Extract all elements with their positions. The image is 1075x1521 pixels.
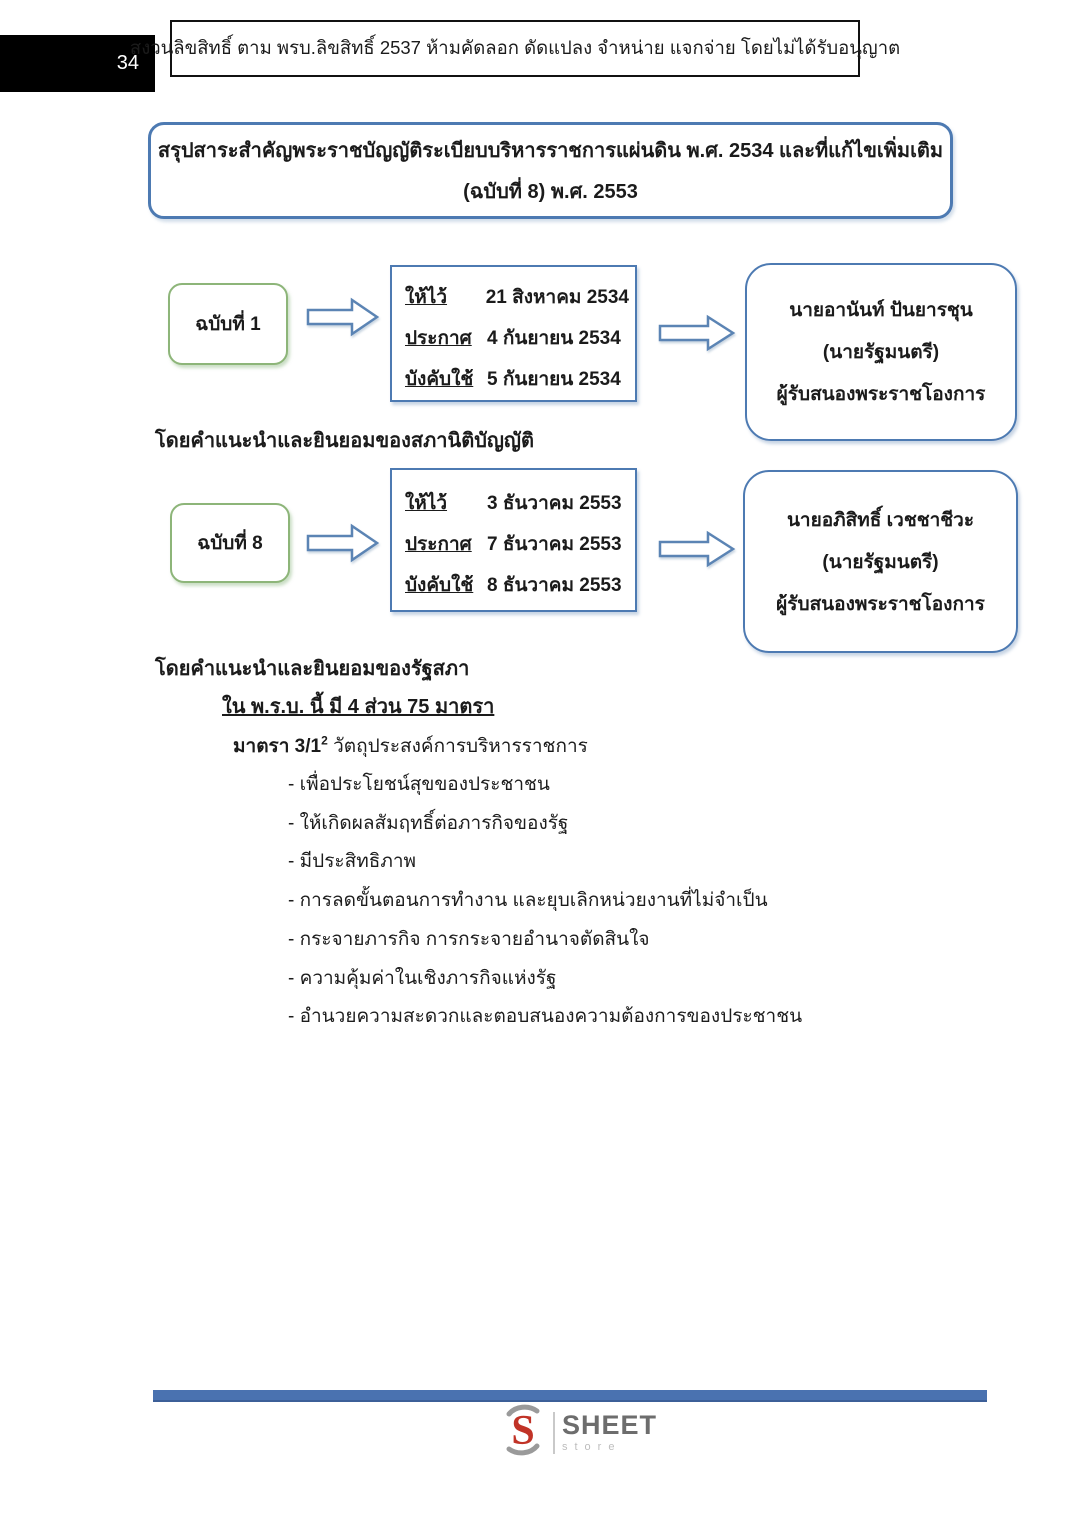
section-label: มาตรา 3/1 (233, 736, 322, 757)
edition-8-dates-box (390, 468, 637, 612)
date-value: 3 ธันวาคม 2553 (487, 493, 622, 514)
edition-1-note: โดยคำแนะนำและยินยอมของสภานิติบัญญัติ (155, 430, 534, 452)
section-text: วัตถุประสงค์การบริหารราชการ (327, 736, 588, 757)
date-label: บังคับใช้ (405, 575, 474, 596)
date-row (405, 483, 629, 524)
footer-divider-bar (153, 1390, 987, 1402)
date-label: ให้ไว้ (405, 493, 448, 514)
copyright-notice-box (129, 20, 901, 77)
date-label: ประกาศ (405, 534, 472, 555)
edition-8-box (170, 503, 290, 583)
signer-name: นายอภิสิทธิ์ เวชชาชีวะ (786, 509, 975, 531)
section-line (233, 731, 588, 761)
objectives-list (288, 766, 802, 1037)
date-label: ประกาศ (405, 328, 472, 349)
right-arrow-icon (658, 314, 736, 352)
date-value: 4 กันยายน 2534 (487, 328, 621, 349)
list-item: - กระจายภารกิจ การกระจายอำนาจตัดสินใจ (288, 928, 650, 950)
list-item: - มีประสิทธิภาพ (288, 851, 417, 873)
page-title-line2: (ฉบับที่ 8) พ.ศ. 2553 (463, 181, 638, 203)
edition-8-signer-box (743, 470, 1018, 653)
edition-1-dates-box (390, 265, 637, 402)
copyright-notice: สงวนลิขสิทธิ์ ตาม พรบ.ลิขสิทธิ์ 2537 ห้ามคัดลอก ดัดแปลง จำหน่าย แจกจ่าย โดยไม่ได้รับอนุญาต (129, 37, 901, 58)
right-arrow-icon (658, 530, 736, 568)
signer-title: (นายรัฐมนตรี) (822, 342, 940, 363)
logo-s-icon (500, 1404, 546, 1461)
right-arrow-icon (306, 297, 380, 337)
date-value: 5 กันยายน 2534 (487, 369, 621, 390)
page-title-line1: สรุปสาระสำคัญพระราชบัญญัติระเบียบบริหารราชการแผ่นดิน พ.ศ. 2534 และที่แก้ไขเพิ่มเติม (157, 140, 944, 162)
section-footnote-marker: 2 (321, 733, 328, 748)
date-row (405, 277, 629, 318)
edition-1-box (168, 283, 288, 365)
edition-1-label: ฉบับที่ 1 (195, 314, 261, 335)
signer-title: (นายรัฐมนตรี) (822, 551, 939, 573)
date-label: บังคับใช้ (405, 369, 474, 390)
right-arrow-icon (306, 523, 380, 563)
signer-role: ผู้รับสนองพระราชโองการ (776, 384, 986, 405)
list-item: - อำนวยความสะดวกและตอบสนองความต้องการของประชาชน (288, 1006, 803, 1028)
date-value: 7 ธันวาคม 2553 (487, 534, 622, 555)
list-item: - ความคุ้มค่าในเชิงภารกิจแห่งรัฐ (288, 967, 557, 989)
structure-heading: ใน พ.ร.บ. นี้ มี 4 ส่วน 75 มาตรา (222, 696, 495, 718)
signer-role: ผู้รับสนองพระราชโองการ (776, 593, 985, 615)
page-number: 34 (116, 52, 139, 74)
signer-name: นายอานันท์ ปันยารชุน (789, 300, 973, 321)
title-box (148, 122, 953, 219)
logo-divider (553, 1412, 555, 1454)
date-value: 8 ธันวาคม 2553 (487, 575, 622, 596)
date-row (405, 359, 629, 400)
sheet-store-logo (500, 1404, 657, 1461)
date-row (405, 524, 629, 565)
logo-text: SHEET (562, 1410, 658, 1440)
edition-1-signer-box (745, 263, 1017, 441)
list-item: - เพื่อประโยชน์สุขของประชาชน (288, 774, 550, 795)
list-item: - การลดขั้นตอนการทำงาน และยุบเลิกหน่วยงานที่ไม่จำเป็น (288, 890, 768, 912)
date-row (405, 318, 629, 359)
edition-8-label: ฉบับที่ 8 (197, 533, 263, 554)
edition-8-note: โดยคำแนะนำและยินยอมของรัฐสภา (155, 658, 470, 680)
svg-text:S: S (511, 1408, 535, 1454)
date-label: ให้ไว้ (405, 287, 448, 308)
logo-subtext: store (562, 1441, 622, 1453)
date-value: 21 สิงหาคม 2534 (485, 287, 629, 308)
date-row (405, 565, 629, 606)
list-item: - ให้เกิดผลสัมฤทธิ์ต่อภารกิจของรัฐ (288, 812, 569, 834)
